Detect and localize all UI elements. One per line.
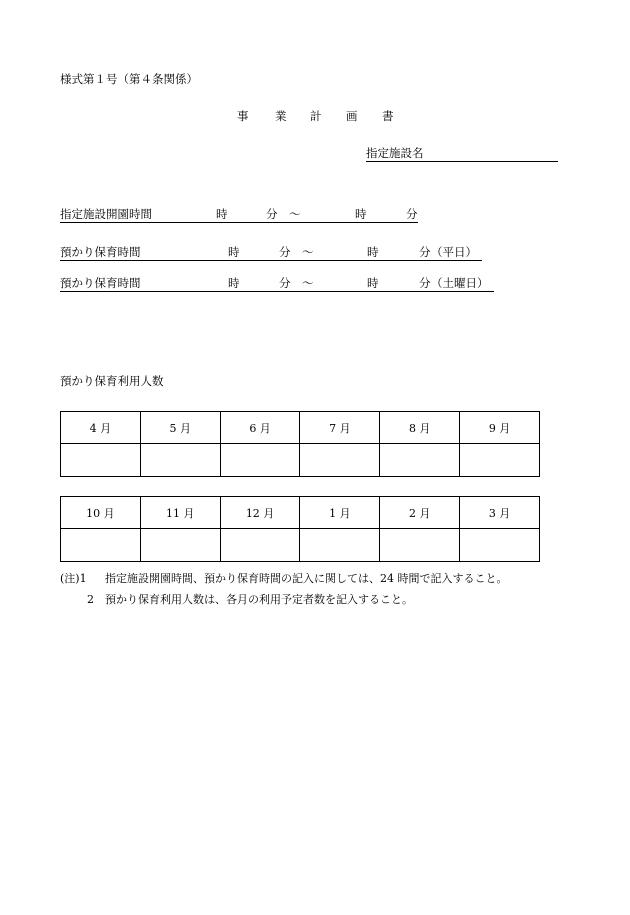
facility-open-label: 指定施設開園時間 <box>60 207 152 221</box>
month-count-cell[interactable] <box>300 444 380 477</box>
note-2-number: 2 <box>87 593 94 606</box>
month-count-cell[interactable] <box>380 444 460 477</box>
month-count-cell[interactable] <box>61 529 141 562</box>
month-count-cell[interactable] <box>460 529 540 562</box>
month-header: 7 月 <box>300 412 380 444</box>
month-count-cell[interactable] <box>61 444 141 477</box>
weekday-care-hours-field[interactable] <box>60 260 482 261</box>
hour-unit: 時 <box>228 245 240 259</box>
note-2: 預かり保育利用人数は、各月の利用予定者数を記入すること。 <box>105 593 413 606</box>
minute-unit: 分 <box>406 207 418 221</box>
months-table-apr-sep <box>60 411 540 477</box>
month-count-cell[interactable] <box>140 444 220 477</box>
month-header: 8 月 <box>380 412 460 444</box>
title-char: 業 <box>275 109 287 123</box>
month-header: 6 月 <box>220 412 300 444</box>
month-count-cell[interactable] <box>140 529 220 562</box>
care-hours-label: 預かり保育時間 <box>60 245 141 259</box>
minute-unit: 分 <box>279 276 291 290</box>
title-char: 書 <box>382 109 394 123</box>
care-hours-label: 預かり保育時間 <box>60 276 141 290</box>
month-header: 1 月 <box>300 497 380 529</box>
saturday-care-hours-field[interactable] <box>60 291 494 292</box>
hour-unit: 時 <box>228 276 240 290</box>
minute-unit: 分 <box>419 245 431 259</box>
title-char: 計 <box>310 109 322 123</box>
saturday-suffix: （土曜日） <box>431 276 489 290</box>
month-header: 2 月 <box>380 497 460 529</box>
minute-unit: 分 <box>279 245 291 259</box>
note-1: 指定施設開園時間、預かり保育時間の記入に関しては、24 時間で記入すること。 <box>105 572 508 585</box>
month-header: 10 月 <box>61 497 141 529</box>
month-count-cell[interactable] <box>460 444 540 477</box>
month-header: 12 月 <box>220 497 300 529</box>
facility-name-field[interactable] <box>366 161 558 162</box>
month-header: 4 月 <box>61 412 141 444</box>
title-char: 事 <box>237 109 249 123</box>
hour-unit: 時 <box>367 245 379 259</box>
hour-unit: 時 <box>355 207 367 221</box>
usage-count-label: 預かり保育利用人数 <box>60 374 164 388</box>
tilde: ～ <box>302 276 314 290</box>
month-count-cell[interactable] <box>380 529 460 562</box>
facility-open-hours-field[interactable] <box>60 222 418 223</box>
hour-unit: 時 <box>216 207 228 221</box>
note-prefix: (注)1 <box>60 572 87 585</box>
month-header: 9 月 <box>460 412 540 444</box>
month-header: 3 月 <box>460 497 540 529</box>
title-char: 画 <box>346 109 358 123</box>
weekday-suffix: （平日） <box>431 245 477 259</box>
month-header: 5 月 <box>140 412 220 444</box>
month-count-cell[interactable] <box>220 529 300 562</box>
minute-unit: 分 <box>266 207 278 221</box>
facility-name-label: 指定施設名 <box>366 146 424 160</box>
month-count-cell[interactable] <box>220 444 300 477</box>
tilde: ～ <box>289 207 301 221</box>
months-table-oct-mar <box>60 496 540 562</box>
form-number: 様式第１号（第４条関係） <box>60 72 198 86</box>
month-header: 11 月 <box>140 497 220 529</box>
minute-unit: 分 <box>419 276 431 290</box>
month-count-cell[interactable] <box>300 529 380 562</box>
tilde: ～ <box>302 245 314 259</box>
hour-unit: 時 <box>367 276 379 290</box>
